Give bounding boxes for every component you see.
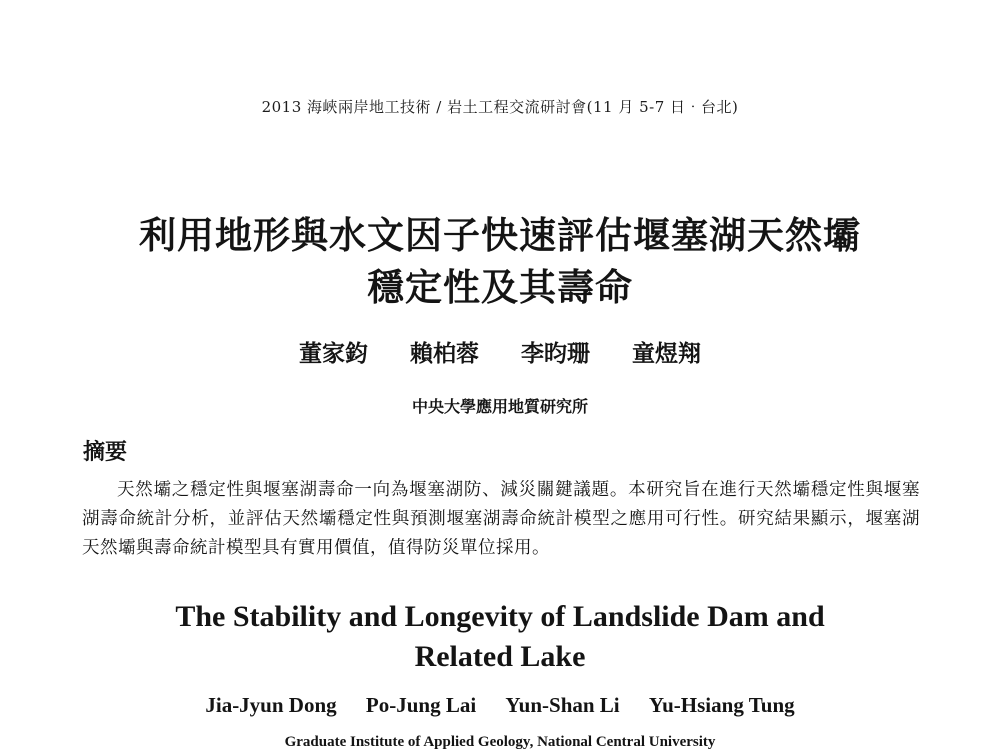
author-en-4: Yu-Hsiang Tung xyxy=(648,693,795,717)
affiliation-en: Graduate Institute of Applied Geology, National Central University xyxy=(284,734,716,750)
affiliation-zh: 中央大學應用地質研究所 xyxy=(411,397,588,416)
author-zh-3: 李昀珊 xyxy=(521,340,590,367)
author-en-1: Jia-Jyun Dong xyxy=(205,693,337,717)
paper-title-en-line2: Related Lake xyxy=(414,640,586,673)
paper-title-en xyxy=(0,597,1000,677)
abstract-heading: 摘要 xyxy=(83,439,128,465)
paper-title-zh xyxy=(0,209,1000,313)
paper-title-zh-line2: 穩定性及其壽命 xyxy=(367,265,633,309)
paper-title-en-line1: The Stability and Longevity of Landslide Dam and xyxy=(175,600,825,633)
conference-header: 2013 海峽兩岸地工技術 / 岩土工程交流研討會(11 月 5-7 日‧台北) xyxy=(261,98,739,116)
author-zh-4: 童煜翔 xyxy=(632,340,702,367)
author-en-2: Po-Jung Lai xyxy=(365,693,477,717)
author-zh-2: 賴柏蓉 xyxy=(409,340,479,367)
authors-zh xyxy=(0,335,1000,368)
abstract-text: 天然壩之穩定性與堰塞湖壽命一向為堰塞湖防、減災關鍵議題。本研究旨在進行天然壩穩定性與堰塞湖壽命統計分析，並評估天然壩穩定性與預測堰塞湖壽命統計模型之應用可行性。研究結果顯示，堰塞湖天然壩與壽命統計模型具有實用價值，值得防災單位採用。 xyxy=(82,480,920,558)
author-en-3: Yun-Shan Li xyxy=(505,693,620,717)
author-zh-1: 董家鈞 xyxy=(298,340,368,367)
authors-en xyxy=(0,693,1000,718)
paper-title-zh-line1: 利用地形與水文因子快速評估堰塞湖天然壩 xyxy=(139,213,861,257)
